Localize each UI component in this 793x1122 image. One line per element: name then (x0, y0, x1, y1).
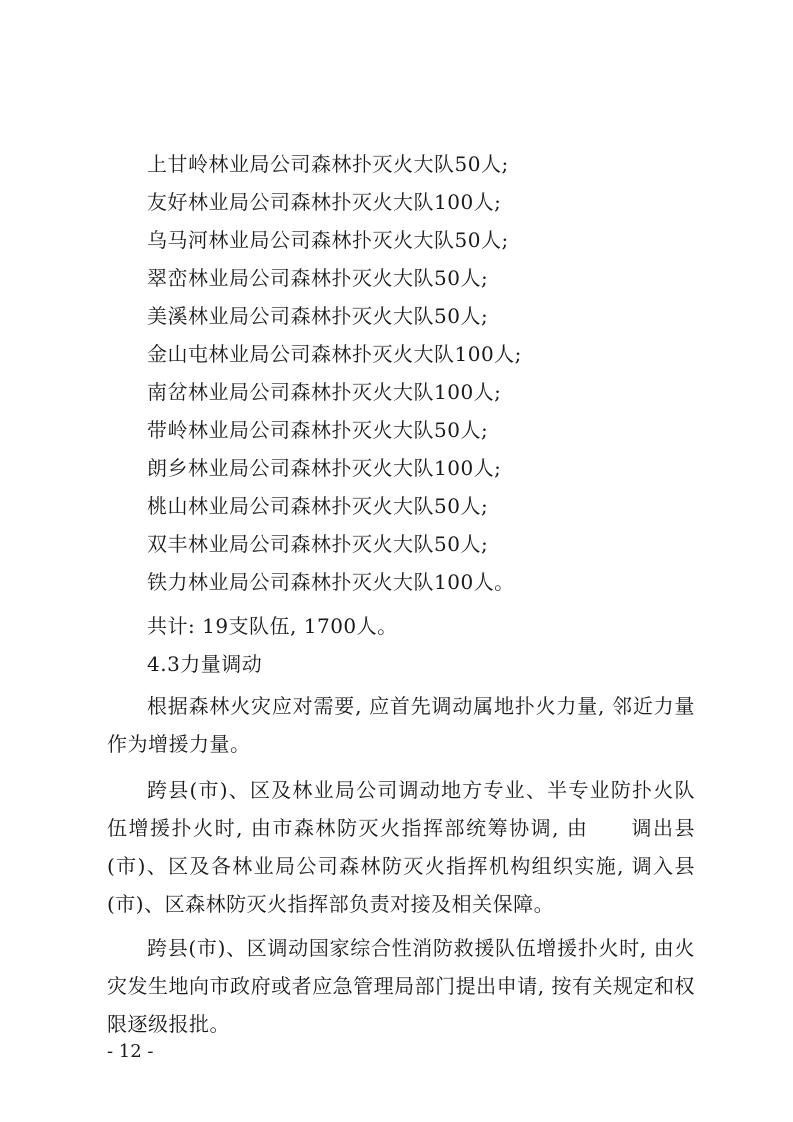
section-heading: 4.3力量调动 (147, 652, 263, 676)
brigade-line-shuangfeng: 双丰林业局公司森林扑灭火大队50人; (147, 532, 489, 556)
paragraph-cross-county-national: 跨县(市)、区调动国家综合性消防救援队伍增援扑火时, 由火灾发生地向市政府或者应急管理局部门提出申请, 按有关规定和权限逐级报批。 (107, 936, 695, 1036)
brigade-line-youhao: 友好林业局公司森林扑灭火大队100人; (147, 190, 502, 214)
brigade-line-langxiang: 朗乡林业局公司森林扑灭火大队100人; (147, 456, 502, 480)
brigade-line-shangganling: 上甘岭林业局公司森林扑灭火大队50人; (147, 152, 509, 176)
brigade-line-taoshan: 桃山林业局公司森林扑灭火大队50人; (147, 494, 489, 518)
brigade-line-nancha: 南岔林业局公司森林扑灭火大队100人; (147, 380, 502, 404)
brigade-line-wumahe: 乌马河林业局公司森林扑灭火大队50人; (147, 228, 509, 252)
brigade-line-meixi: 美溪林业局公司森林扑灭火大队50人; (147, 304, 489, 328)
paragraph-cross-county-local: 跨县(市)、区及林业局公司调动地方专业、半专业防扑火队伍增援扑火时, 由市森林防灭火指挥部统筹协调, 由 调出县(市)、区及各林业局公司森林防灭火指挥机构组织实施, 调入县(市)、区森林防灭火指挥部负责对接及相关保障。 (107, 778, 695, 916)
brigade-line-dailing: 带岭林业局公司森林扑灭火大队50人; (147, 418, 489, 442)
brigade-line-tieli: 铁力林业局公司森林扑灭火大队100人。 (147, 570, 515, 594)
total-summary: 共计: 19支队伍, 1700人。 (147, 614, 398, 638)
brigade-line-jinshantun: 金山屯林业局公司森林扑灭火大队100人; (147, 342, 522, 366)
paragraph-dispatch-priority: 根据森林火灾应对需要, 应首先调动属地扑火力量, 邻近力量作为增援力量。 (107, 694, 695, 756)
page-number: - 12 - (107, 1041, 154, 1062)
brigade-line-cuiluan: 翠峦林业局公司森林扑灭火大队50人; (147, 266, 489, 290)
